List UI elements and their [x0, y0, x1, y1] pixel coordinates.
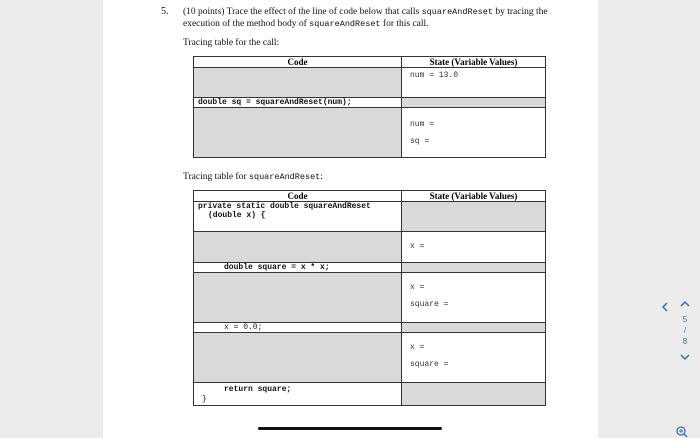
table2-state-a[interactable]: x = [402, 232, 546, 263]
table1-caption: Tracing table for the call: [183, 38, 280, 48]
table1-code-empty-2 [194, 108, 402, 158]
table2-state-empty-4 [402, 383, 546, 406]
table2-code-reset: x = 0.0; [194, 323, 402, 333]
table1-state-2[interactable]: num = sq = [402, 108, 546, 158]
table2-code-return: return square; } [194, 383, 402, 406]
question-number: 5. [161, 6, 169, 17]
chevron-up-icon[interactable] [680, 300, 690, 308]
zoom-in-icon[interactable] [676, 426, 688, 438]
table2-state-empty-1 [402, 202, 546, 232]
table1-code-empty-1 [194, 68, 402, 98]
page-current: 5 [682, 315, 688, 324]
table1-state-1[interactable]: num = 13.0 [402, 68, 546, 98]
page-separator: / [683, 326, 687, 335]
table2-caption: Tracing table for squareAndReset: [183, 172, 323, 182]
trace-table-call [193, 56, 546, 158]
page-total: 8 [682, 337, 688, 346]
document-page [103, 0, 598, 438]
table2-method-signature: private static double squareAndReset (double x) { [194, 202, 402, 232]
table2-header-state: State (Variable Values) [402, 191, 546, 202]
chevron-left-icon[interactable] [661, 302, 669, 312]
table1-code-line: double sq = squareAndReset(num); [194, 98, 402, 108]
trace-table-method [193, 190, 546, 406]
table2-code-empty-3 [194, 333, 402, 383]
table1-state-empty [402, 98, 546, 108]
horizontal-scrollbar[interactable] [258, 427, 442, 430]
table2-code-square: double square = x * x; [194, 263, 402, 273]
chevron-down-icon[interactable] [680, 353, 690, 361]
method-name-2: squareAndReset [309, 19, 381, 29]
table2-state-b[interactable]: x = square = [402, 273, 546, 323]
page-navigator [677, 300, 693, 361]
table2-state-empty-2 [402, 263, 546, 273]
method-name: squareAndReset [421, 7, 493, 17]
table2-code-empty-1 [194, 232, 402, 263]
table1-header-state: State (Variable Values) [402, 57, 546, 68]
table1-header-code: Code [194, 57, 402, 68]
table2-state-empty-3 [402, 323, 546, 333]
table2-code-empty-2 [194, 273, 402, 323]
question-text: (10 points) Trace the effect of the line of code below that calls squareAndReset by tracing the execution of the method body of squareAndReset for this call. [183, 7, 548, 29]
table2-state-c[interactable]: x = square = [402, 333, 546, 383]
table2-header-code: Code [194, 191, 402, 202]
